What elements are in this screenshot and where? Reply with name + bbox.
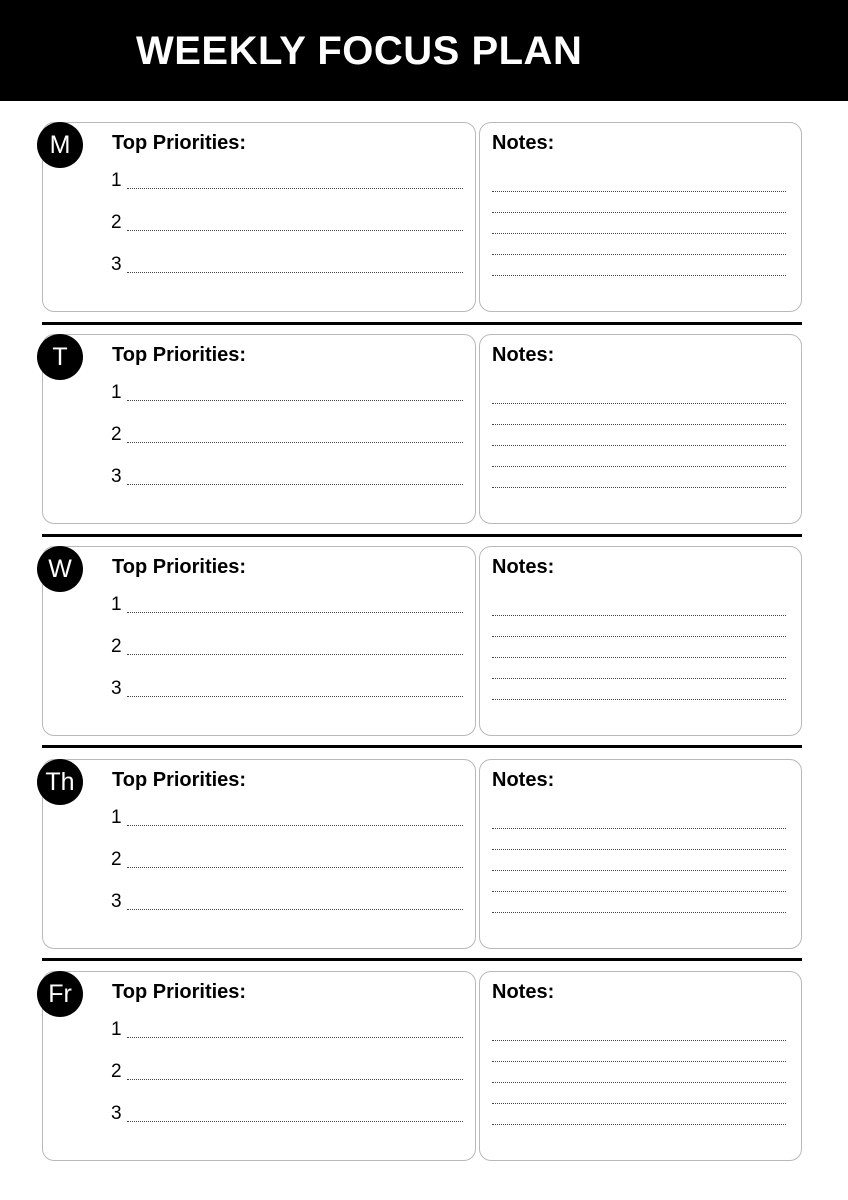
priority-write-line[interactable] xyxy=(127,696,463,697)
priority-row[interactable] xyxy=(111,253,463,277)
notes-heading: Notes: xyxy=(492,344,555,366)
priority-row[interactable] xyxy=(111,169,463,193)
notes-write-line[interactable] xyxy=(492,191,786,192)
priority-write-line[interactable] xyxy=(127,442,463,443)
priority-row[interactable] xyxy=(111,465,463,489)
priority-write-line[interactable] xyxy=(127,400,463,401)
priority-row[interactable] xyxy=(111,211,463,235)
priority-row[interactable] xyxy=(111,381,463,405)
priority-number: 2 xyxy=(111,212,122,233)
day-badge: Th xyxy=(37,759,83,805)
priorities-heading: Top Priorities: xyxy=(112,344,247,366)
notes-write-line[interactable] xyxy=(492,254,786,255)
day-section xyxy=(0,546,848,738)
notes-write-line[interactable] xyxy=(492,699,786,700)
day-badge: M xyxy=(37,122,83,168)
notes-write-line[interactable] xyxy=(492,1082,786,1083)
priority-write-line[interactable] xyxy=(127,188,463,189)
notes-write-line[interactable] xyxy=(492,636,786,637)
notes-box xyxy=(479,122,802,312)
priorities-box xyxy=(42,759,476,949)
priority-row[interactable] xyxy=(111,848,463,872)
notes-heading: Notes: xyxy=(492,769,555,791)
notes-write-line[interactable] xyxy=(492,912,786,913)
day-badge: W xyxy=(37,546,83,592)
priority-row[interactable] xyxy=(111,635,463,659)
priority-number: 1 xyxy=(111,594,122,615)
notes-box xyxy=(479,546,802,736)
priority-number: 3 xyxy=(111,1103,122,1124)
day-badge: T xyxy=(37,334,83,380)
notes-write-line[interactable] xyxy=(492,678,786,679)
priority-row[interactable] xyxy=(111,1018,463,1042)
priority-number: 3 xyxy=(111,678,122,699)
notes-write-line[interactable] xyxy=(492,657,786,658)
priority-write-line[interactable] xyxy=(127,654,463,655)
page-title: WEEKLY FOCUS PLAN xyxy=(136,29,583,73)
priorities-heading: Top Priorities: xyxy=(112,769,247,791)
notes-write-line[interactable] xyxy=(492,424,786,425)
day-section xyxy=(0,334,848,526)
notes-write-line[interactable] xyxy=(492,1103,786,1104)
section-divider xyxy=(42,958,802,961)
priority-write-line[interactable] xyxy=(127,909,463,910)
priority-write-line[interactable] xyxy=(127,825,463,826)
notes-write-line[interactable] xyxy=(492,828,786,829)
notes-box xyxy=(479,759,802,949)
priority-row[interactable] xyxy=(111,890,463,914)
priority-number: 2 xyxy=(111,1061,122,1082)
priorities-box xyxy=(42,334,476,524)
priority-number: 2 xyxy=(111,849,122,870)
notes-write-line[interactable] xyxy=(492,849,786,850)
priority-row[interactable] xyxy=(111,593,463,617)
notes-write-line[interactable] xyxy=(492,891,786,892)
notes-heading: Notes: xyxy=(492,132,555,154)
priority-write-line[interactable] xyxy=(127,230,463,231)
priority-number: 3 xyxy=(111,466,122,487)
priority-write-line[interactable] xyxy=(127,484,463,485)
notes-write-line[interactable] xyxy=(492,233,786,234)
day-section xyxy=(0,971,848,1163)
notes-box xyxy=(479,334,802,524)
notes-heading: Notes: xyxy=(492,981,555,1003)
priority-number: 1 xyxy=(111,807,122,828)
notes-write-line[interactable] xyxy=(492,466,786,467)
priorities-box xyxy=(42,122,476,312)
priority-write-line[interactable] xyxy=(127,612,463,613)
notes-write-line[interactable] xyxy=(492,275,786,276)
notes-write-line[interactable] xyxy=(492,212,786,213)
day-section xyxy=(0,122,848,314)
notes-write-line[interactable] xyxy=(492,487,786,488)
section-divider xyxy=(42,745,802,748)
priority-number: 3 xyxy=(111,891,122,912)
priority-write-line[interactable] xyxy=(127,1079,463,1080)
priority-row[interactable] xyxy=(111,423,463,447)
priority-row[interactable] xyxy=(111,1060,463,1084)
priority-row[interactable] xyxy=(111,677,463,701)
notes-write-line[interactable] xyxy=(492,615,786,616)
priority-row[interactable] xyxy=(111,806,463,830)
notes-write-line[interactable] xyxy=(492,870,786,871)
notes-write-line[interactable] xyxy=(492,403,786,404)
priority-write-line[interactable] xyxy=(127,867,463,868)
priorities-box xyxy=(42,971,476,1161)
section-divider xyxy=(42,534,802,537)
priority-row[interactable] xyxy=(111,1102,463,1126)
priority-number: 1 xyxy=(111,382,122,403)
priorities-heading: Top Priorities: xyxy=(112,132,247,154)
priority-number: 3 xyxy=(111,254,122,275)
priority-number: 1 xyxy=(111,1019,122,1040)
page-header xyxy=(0,0,848,101)
notes-heading: Notes: xyxy=(492,556,555,578)
section-divider xyxy=(42,322,802,325)
day-badge: Fr xyxy=(37,971,83,1017)
notes-write-line[interactable] xyxy=(492,1124,786,1125)
day-section xyxy=(0,759,848,951)
priority-number: 1 xyxy=(111,170,122,191)
priority-write-line[interactable] xyxy=(127,1037,463,1038)
priorities-box xyxy=(42,546,476,736)
priority-number: 2 xyxy=(111,424,122,445)
notes-write-line[interactable] xyxy=(492,445,786,446)
priority-number: 2 xyxy=(111,636,122,657)
notes-box xyxy=(479,971,802,1161)
priority-write-line[interactable] xyxy=(127,272,463,273)
notes-write-line[interactable] xyxy=(492,1061,786,1062)
notes-write-line[interactable] xyxy=(492,1040,786,1041)
priorities-heading: Top Priorities: xyxy=(112,556,247,578)
priorities-heading: Top Priorities: xyxy=(112,981,247,1003)
priority-write-line[interactable] xyxy=(127,1121,463,1122)
